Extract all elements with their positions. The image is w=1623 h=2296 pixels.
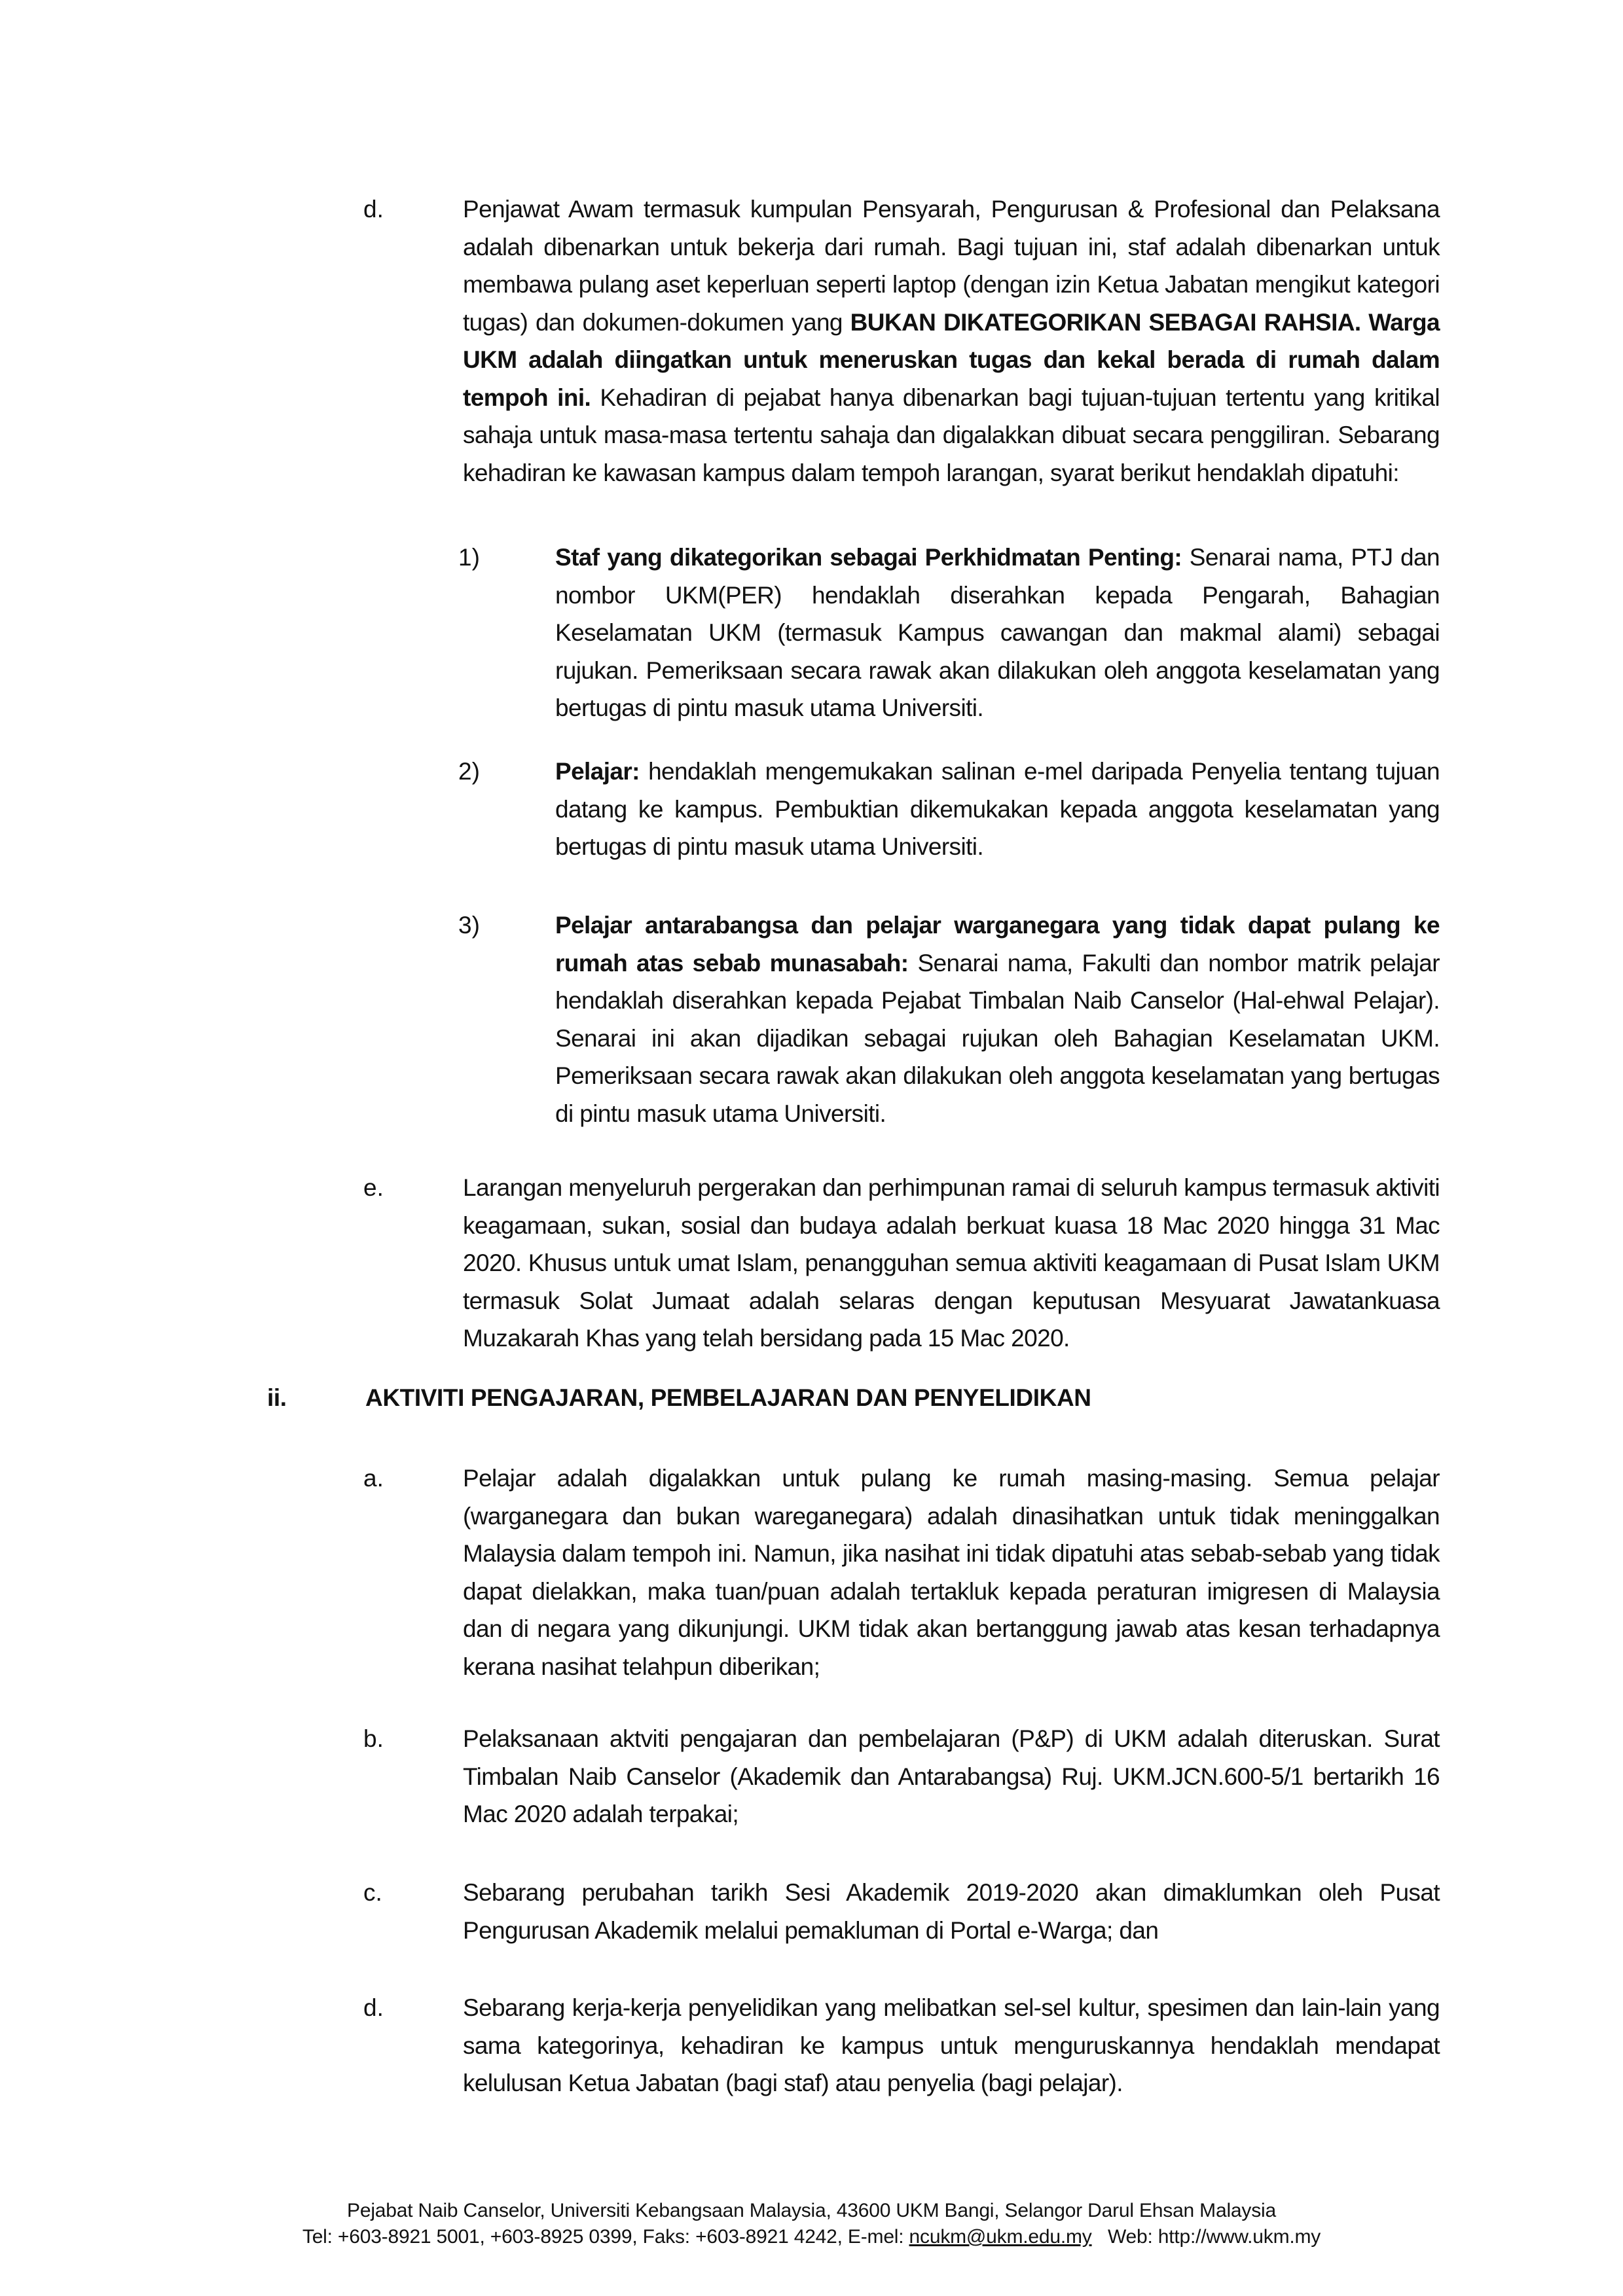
item-d-paragraph [463,190,1440,492]
item-d-text-1: Penjawat Awam termasuk kumpulan Pensyarah, Pengurusan & Profesional dan Pelaksana adalah dibenarkan untuk bekerja dari rumah. Bagi tujuan ini, staf adalah dibenarkan untuk membawa pulang aset keperluan seperti laptop (dengan izin Ketua Jabatan mengikut kategori tugas) dan dokumen-dokumen yang [463,196,1440,336]
sub-item-1-paragraph [555,539,1440,727]
section-ii-item-a-marker: a. [363,1465,384,1492]
footer-email-link[interactable]: ncukm@ukm.edu.my [909,2226,1092,2248]
sub-item-2-text: hendaklah mengemukakan salinan e-mel daripada Penyelia tentang tujuan datang ke kampus. Pembuktian dikemukakan kepada anggota keselamatan yang bertugas di pintu masuk utama Universiti. [555,758,1440,860]
section-ii-item-b-marker: b. [363,1725,384,1752]
section-ii-item-d-paragraph: Sebarang kerja-kerja penyelidikan yang melibatkan sel-sel kultur, spesimen dan lain-lain yang sama kategorinya, kehadiran ke kampus untuk menguruskannya hendaklah mendapat kelulusan Ketua Jabatan (bagi staf) atau penyelia (bagi pelajar). [463,1994,1440,2096]
sub-item-3-text: Senarai nama, Fakulti dan nombor matrik pelajar hendaklah diserahkan kepada Pejabat Timbalan Naib Canselor (Hal-ehwal Pelajar). Senarai ini akan dijadikan sebagai rujukan oleh Bahagian Keselamatan UKM. Pemeriksaan secara rawak akan dilakukan oleh anggota keselamatan yang bertugas di pintu masuk utama Universiti. [555,949,1440,1127]
section-ii-item-b-paragraph: Pelaksanaan aktviti pengajaran dan pembelajaran (P&P) di UKM adalah diteruskan. Surat Timbalan Naib Canselor (Akademik dan Antarabangsa) Ruj. UKM.JCN.600-5/1 bertarikh 16 Mac 2020 adalah terpakai; [463,1725,1440,1827]
section-ii-item-d-marker: d. [363,1994,384,2021]
sub-item-2-marker: 2) [458,758,480,785]
sub-item-1-bold: Staf yang dikategorikan sebagai Perkhidmatan Penting: [555,544,1182,571]
sub-item-1-text: Senarai nama, PTJ dan nombor UKM(PER) hendaklah diserahkan kepada Pengarah, Bahagian Keselamatan UKM (termasuk Kampus cawangan dan makmal alami) sebagai rujukan. Pemeriksaan secara rawak akan dilakukan oleh anggota keselamatan yang bertugas di pintu masuk utama Universiti. [555,544,1440,721]
item-e-marker: e. [363,1174,384,1201]
section-ii-title: AKTIVITI PENGAJARAN, PEMBELAJARAN DAN PENYELIDIKAN [365,1384,1091,1411]
item-e-paragraph: Larangan menyeluruh pergerakan dan perhimpunan ramai di seluruh kampus termasuk aktiviti keagamaan, sukan, sosial dan budaya adalah berkuat kuasa 18 Mac 2020 hingga 31 Mac 2020. Khusus untuk umat Islam, penangguhan semua aktiviti keagamaan di Pusat Islam UKM termasuk Solat Jumaat adalah selaras dengan keputusan Mesyuarat Jawatankuasa Muzakarah Khas yang telah bersidang pada 15 Mac 2020. [463,1174,1440,1352]
sub-item-2-paragraph [555,753,1440,866]
sub-item-3-paragraph [555,906,1440,1132]
footer-web-link[interactable]: Web: http://www.ukm.my [1091,2226,1321,2248]
section-ii-item-c-paragraph: Sebarang perubahan tarikh Sesi Akademik 2019-2020 akan dimaklumkan oleh Pusat Pengurusan Akademik melalui pemakluman di Portal e-Warga; dan [463,1879,1440,1944]
sub-item-2-bold: Pelajar: [555,758,640,785]
sub-item-1-marker: 1) [458,544,480,571]
item-d-marker: d. [363,196,384,223]
section-ii-item-c-marker: c. [363,1879,382,1906]
item-d-bold-text: BUKAN DIKATEGORIKAN SEBAGAI RAHSIA. Warga UKM adalah diingatkan untuk meneruskan tugas dan kekal berada di rumah dalam tempoh ini. [463,308,1440,411]
section-ii-numeral: ii. [267,1384,287,1411]
footer-phone-fax: Tel: +603-8921 5001, +603-8925 0399, Faks: +603-8921 4242, E-mel: [302,2226,909,2248]
sub-item-3-bold: Pelajar antarabangsa dan pelajar warganegara yang tidak dapat pulang ke rumah atas sebab munasabah: [555,912,1440,977]
footer-contact [0,2224,1623,2250]
item-d-text-2: Kehadiran di pejabat hanya dibenarkan bagi tujuan-tujuan tertentu yang kritikal sahaja untuk masa-masa tertentu sahaja dan digalakkan dibuat secara penggiliran. Sebarang kehadiran ke kawasan kampus dalam tempoh larangan, syarat berikut hendaklah dipatuhi: [463,384,1440,486]
footer-address: Pejabat Naib Canselor, Universiti Kebangsaan Malaysia, 43600 UKM Bangi, Selangor Darul Ehsan Malaysia [347,2200,1276,2221]
section-ii-item-a-paragraph: Pelajar adalah digalakkan untuk pulang ke rumah masing-masing. Semua pelajar (warganegara dan bukan wareganegara) adalah dinasihatkan untuk tidak meninggalkan Malaysia dalam tempoh ini. Namun, jika nasihat ini tidak dipatuhi atas sebab-sebab yang tidak dapat dielakkan, maka tuan/puan adalah tertakluk kepada peraturan imigresen di Malaysia dan di negara yang dikunjungi. UKM tidak akan bertanggung jawab atas kesan terhadapnya kerana nasihat telahpun diberikan; [463,1465,1440,1680]
sub-item-3-marker: 3) [458,912,480,939]
